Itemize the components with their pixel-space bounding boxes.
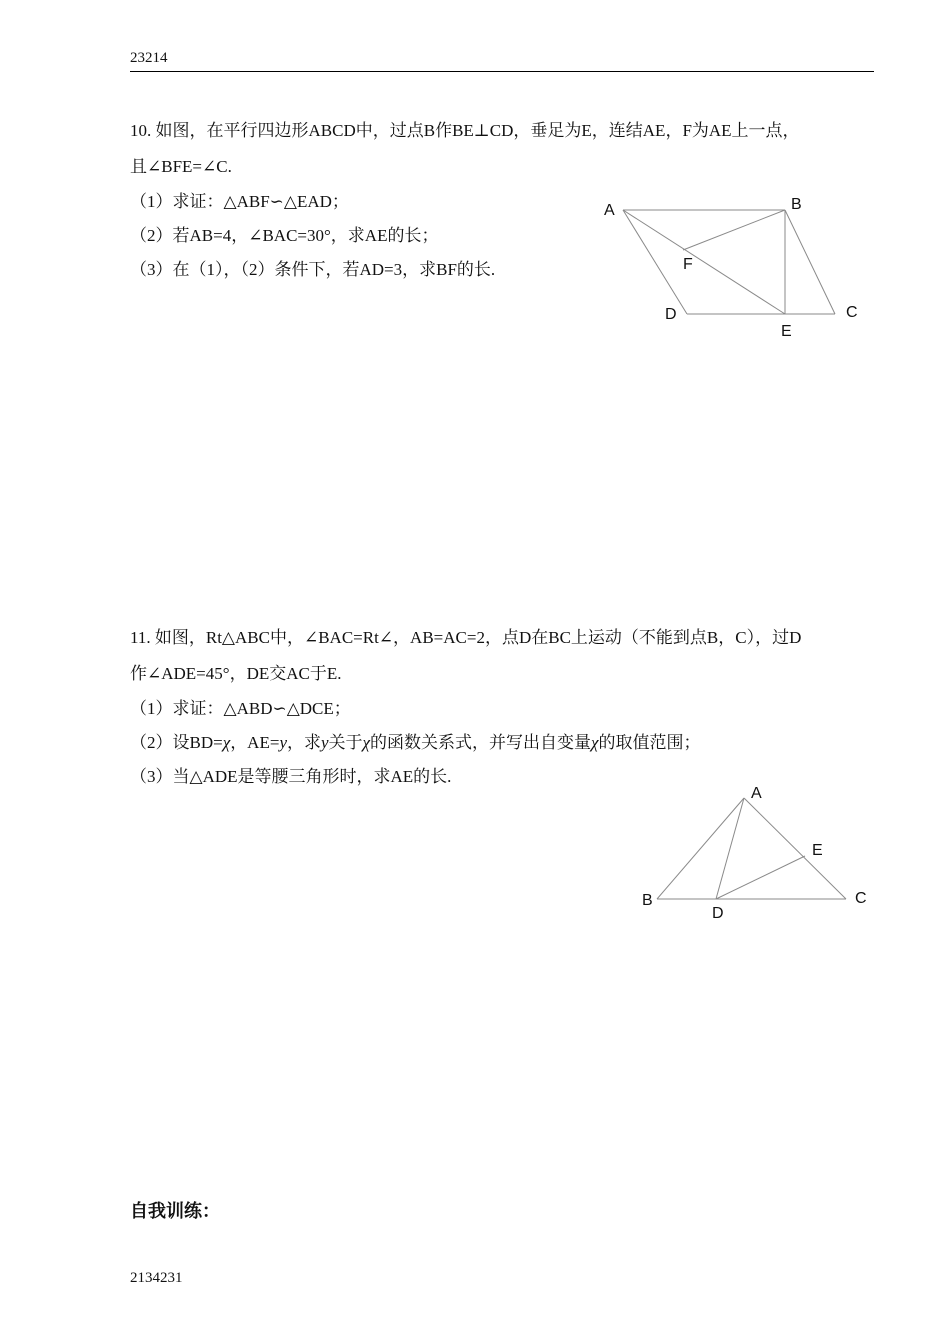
label-c: C (855, 890, 867, 907)
segment-bf (683, 210, 785, 250)
problem-11-line-2: 作∠ADE=45°，DE交AC于E. (130, 664, 342, 683)
problem-10-line-2: 且∠BFE=∠C. (130, 157, 232, 176)
problem-10-line-1: 10. 如图，在平行四边形ABCD中，过点B作BE⊥CD，垂足为E，连结AE，F为AE上一点， (130, 121, 800, 140)
label-c: C (846, 304, 858, 321)
problem-11-question-3: （3）当△ADE是等腰三角形时，求AE的长. (130, 767, 452, 786)
q2-text-d: 关于 (328, 733, 363, 752)
problem-10-question-2: （2）若AB=4，∠BAC=30°，求AE的长； (130, 226, 439, 245)
segment-ad (716, 798, 744, 899)
problem-11 (130, 620, 801, 794)
segment-ab (657, 798, 744, 899)
triangle-figure (630, 778, 880, 928)
footer-code: 2134231 (130, 1270, 183, 1286)
label-a: A (751, 785, 762, 802)
segment-da (623, 210, 687, 314)
label-b: B (642, 892, 653, 909)
q2-text-c: ，求 (286, 733, 321, 752)
label-a: A (604, 202, 615, 219)
q2-text-e: 的函数关系式，并写出自变量 (370, 733, 592, 752)
problem-10-question-3: （3）在（1），（2）条件下，若AD=3，求BF的长. (130, 260, 496, 279)
variable-x: χ (591, 733, 599, 752)
label-d: D (665, 306, 677, 323)
label-e: E (812, 842, 823, 859)
label-b: B (791, 196, 802, 213)
label-e: E (781, 323, 792, 340)
problem-11-question-2 (130, 726, 801, 760)
variable-y: y (320, 733, 329, 752)
q2-text-f: 的取值范围； (598, 733, 701, 752)
parallelogram-figure (595, 190, 875, 350)
segment-de (716, 856, 805, 899)
segment-bc (785, 210, 835, 314)
variable-x: χ (222, 733, 231, 752)
variable-y: y (279, 733, 287, 752)
q2-text-a: （2）设BD= (130, 733, 223, 752)
segment-ac (744, 798, 846, 899)
header-code: 23214 (130, 50, 168, 66)
label-d: D (712, 905, 724, 922)
header-rule (130, 71, 874, 72)
label-f: F (683, 256, 693, 273)
q2-text-b: ，AE= (230, 733, 280, 752)
problem-11-question-1: （1）求证：△ABD∽△DCE； (130, 699, 351, 718)
variable-x: χ (362, 733, 371, 752)
problem-11-line-1: 11. 如图，Rt△ABC中，∠BAC=Rt∠，AB=AC=2，点D在BC上运动（不能到点B，C），过D (130, 628, 802, 647)
problem-10-question-1: （1）求证：△ABF∽△EAD； (130, 192, 349, 211)
segment-ae (623, 210, 785, 314)
section-title: 自我训练： (130, 1201, 220, 1222)
